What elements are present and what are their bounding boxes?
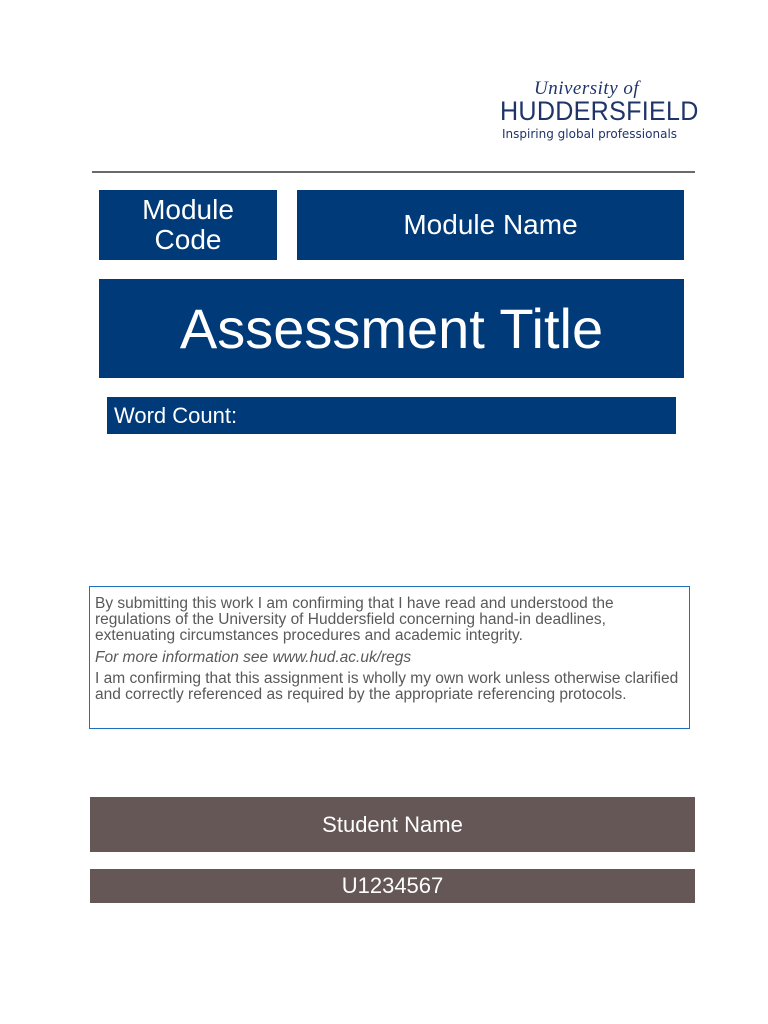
- declaration-paragraph-regulations: By submitting this work I am confirming that I have read and understood the regulations of the University of Huddersfield concerning hand-in deadlines, extenuating circumstances procedures and academic integrity.: [95, 595, 614, 644]
- module-name-label: Module Name: [403, 209, 578, 240]
- word-count-label: Word Count:: [114, 402, 238, 428]
- module-code-box: [99, 190, 277, 260]
- logo-tagline: Inspiring global professionals: [502, 127, 678, 141]
- logo-line-university-of: University of: [534, 78, 640, 99]
- declaration-info-link-text: For more information see www.hud.ac.uk/regs: [95, 649, 412, 666]
- assessment-title-box: [99, 279, 684, 378]
- declaration-paragraph-own-work: I am confirming that this assignment is wholly my own work unless otherwise clarified and correctly referenced as required by the appropriate referencing protocols.: [95, 670, 679, 703]
- assessment-title: Assessment Title: [179, 297, 604, 360]
- logo-line-huddersfield: HUDDERSFIELD: [500, 96, 699, 126]
- student-name-box: [90, 797, 695, 852]
- student-id-box: [90, 869, 695, 903]
- word-count-box: [107, 397, 676, 434]
- declaration-box: [89, 586, 690, 729]
- student-name: Student Name: [322, 811, 463, 837]
- student-id: U1234567: [341, 873, 444, 898]
- module-name-box: [297, 190, 684, 260]
- module-code-label: Module Code: [142, 194, 234, 255]
- header-divider: [92, 171, 695, 173]
- university-logo: [498, 78, 699, 150]
